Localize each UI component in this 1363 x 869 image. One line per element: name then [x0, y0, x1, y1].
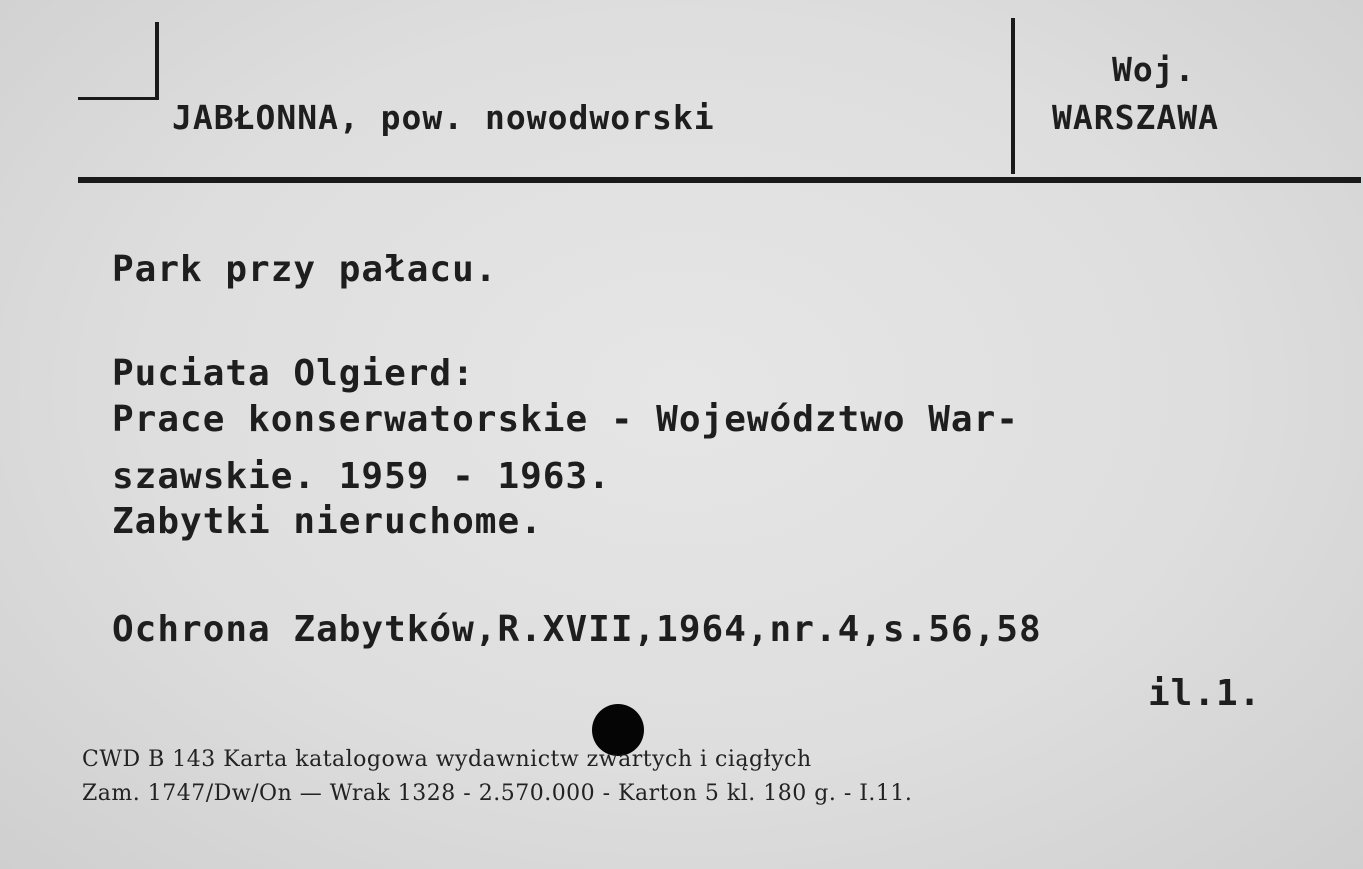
subject-title: Park przy pałacu. [112, 249, 498, 290]
index-bracket-horizontal [78, 97, 158, 100]
header-divider [1011, 18, 1015, 174]
author-name: Puciata Olgierd: [112, 353, 475, 394]
source-citation: Ochrona Zabytków,R.XVII,1964,nr.4,s.56,58 [112, 609, 1042, 650]
header-rule [78, 177, 1361, 183]
region-label: Woj. [1112, 50, 1196, 89]
region-value: WARSZAWA [1052, 98, 1219, 137]
form-footer-line-1: CWD B 143 Karta katalogowa wydawnictw zwartych i ciągłych [82, 747, 812, 772]
index-bracket-vertical [155, 22, 159, 100]
work-title-line-2: szawskie. 1959 - 1963. [112, 456, 611, 497]
work-title-line-1: Prace konserwatorskie - Województwo War- [112, 399, 1019, 440]
form-footer-line-2: Zam. 1747/Dw/On — Wrak 1328 - 2.570.000 - Karton 5 kl. 180 g. - I.11. [82, 781, 913, 806]
place-heading: JABŁONNA, pow. nowodworski [172, 98, 715, 137]
work-title-line-3: Zabytki nieruchome. [112, 501, 543, 542]
source-citation-continued: il.1. [1148, 673, 1262, 714]
